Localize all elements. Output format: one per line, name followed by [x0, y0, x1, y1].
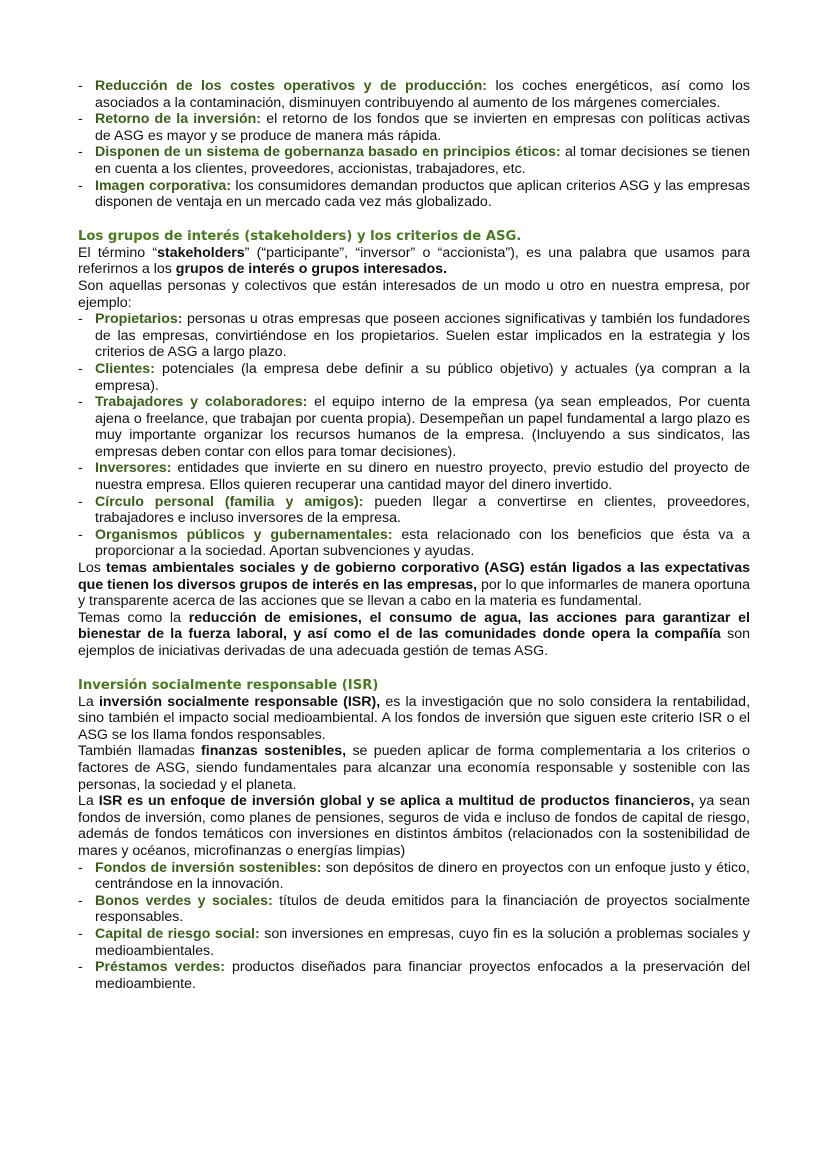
paragraph: También llamadas finanzas sostenibles, se pueden aplicar de forma complementaria a los criterios o factores de ASG, siendo fundamentales para alcanzar una economía responsable y sostenible con las personas, la sociedad y el planeta. — [78, 743, 750, 793]
paragraph: La inversión socialmente responsable (ISR), es la investigación que no solo considera la rentabilidad, sino también el impacto social medioambiental. A los fondos de inversión que siguen este criterio ISR o el ASG se los llama fondos responsables. — [78, 693, 751, 743]
list-item: - Capital de riesgo social: son inversiones en empresas, cuyo fin es la solución a problemas sociales y medioambientales. — [78, 925, 750, 959]
paragraph: El término “stakeholders” (“participante”, “inversor” o “accionista”), es una palabra que usamos para referirnos a los grupos de interés o grupos interesados. — [78, 244, 751, 278]
section-heading-isr: Inversión socialmente responsable (ISR) — [78, 677, 379, 693]
list-item: - Organismos públicos y gubernamentales: esta relacionado con los beneficios que ésta va a proporcionar a la sociedad. Aportan subvenciones y ayudas. — [78, 526, 750, 560]
list-item: - Reducción de los costes operativos y de producción: los coches energéticos, así como los asociados a la contaminación, disminuyen contribuyendo al aumento de los márgenes comerciales. — [78, 78, 750, 111]
list-item: - Círculo personal (familia y amigos): pueden llegar a convertirse en clientes, proveedores, trabajadores e incluso inversores de la empresa. — [78, 493, 750, 527]
isr-products-list — [78, 860, 750, 993]
list-item: - Inversores: entidades que invierte en su dinero en nuestro proyecto, previo estudio del proyecto de nuestra empresa. Ellos quieren recuperar una cantidad mayor del dinero invertido. — [78, 460, 750, 494]
paragraph: Son aquellas personas y colectivos que están interesados de un modo u otro en nuestra empresa, por ejemplo: — [78, 277, 750, 311]
list-item: - Bonos verdes y sociales: títulos de deuda emitidos para la financiación de proyectos socialmente responsables. — [78, 892, 751, 926]
paragraph: Los temas ambientales sociales y de gobierno corporativo (ASG) están ligados a las expectativas que tienen los diversos grupos de interés en las empresas, por lo que informarles de manera oportuna y transparente acerca de las acciones que se llevan a cabo en la materia es fundamental. — [78, 560, 751, 610]
list-item: - Trabajadores y colaboradores: el equipo interno de la empresa (ya sean empleados, Por cuenta ajena o freelance, que trabajan por cuenta propia). Desempeñan un papel fundamental a largo plazo es muy importante organizar los recursos humanos de la empresa. (Incluyendo a sus sindicatos, las empresas deben contar con ellos para tomar decisiones). — [78, 394, 750, 460]
list-item: - Clientes: potenciales (la empresa debe definir a su público objetivo) y actuales (ya compran a la empresa). — [78, 360, 750, 394]
list-item: - Fondos de inversión sostenibles: son depósitos de dinero en proyectos con un enfoque justo y ético, centrándose en la innovación. — [78, 859, 750, 893]
benefits-list — [78, 78, 750, 211]
list-item: - Disponen de un sistema de gobernanza basado en principios éticos: al tomar decisiones se tienen en cuenta a los clientes, proveedores, accionistas, trabajadores, etc. — [78, 144, 750, 177]
list-item: - Imagen corporativa: los consumidores demandan productos que aplican criterios ASG y las empresas disponen de ventaja en un mercado cada vez más globalizado. — [78, 177, 750, 211]
list-item: - Propietarios: personas u otras empresas que poseen acciones significativas y también los fundadores de las empresas, convirtiéndose en los propietarios. Suelen estar implicados en la estrategia y los criterios de ASG a largo plazo. — [78, 311, 750, 361]
list-item: - Préstamos verdes: productos diseñados para financiar proyectos enfocados a la preservación del medioambiente. — [78, 959, 750, 992]
stakeholders-list — [78, 311, 750, 560]
section-heading-stakeholders: Los grupos de interés (stakeholders) y los criterios de ASG. — [78, 228, 522, 244]
paragraph: Temas como la reducción de emisiones, el consumo de agua, las acciones para garantizar el bienestar de la fuerza laboral, y así como el de las comunidades donde opera la compañía son ejemplos de iniciativas derivadas de una adecuada gestión de temas ASG. — [78, 609, 750, 659]
document-page — [78, 78, 750, 992]
list-item: - Retorno de la inversión: el retorno de los fondos que se invierten en empresas con políticas activas de ASG es mayor y se produce de manera más rápida. — [78, 111, 750, 144]
paragraph: La ISR es un enfoque de inversión global y se aplica a multitud de productos financieros, ya sean fondos de inversión, como planes de pensiones, seguros de vida e incluso de fondos de capital de riesgo, además de fondos temáticos con inversiones en distintos ámbitos (relacionados con la sostenibilidad de mares y océanos, microfinanzas o energías limpias) — [78, 793, 750, 859]
